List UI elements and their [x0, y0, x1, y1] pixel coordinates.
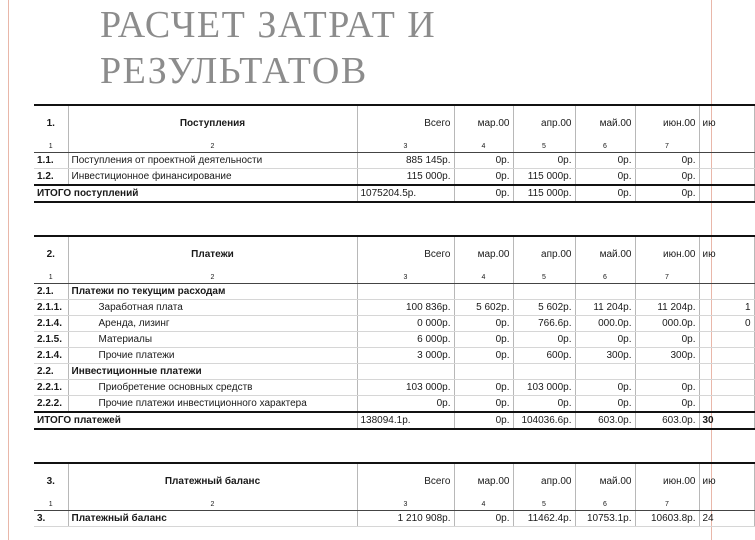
column-index: 1	[34, 500, 68, 511]
row-name: Платежный баланс	[68, 511, 357, 527]
column-index	[699, 273, 754, 284]
cell-total: 3 000р.	[357, 348, 454, 364]
column-index: 6	[575, 142, 635, 153]
cell-month: 0р.	[635, 153, 699, 169]
table-row	[34, 153, 754, 169]
cell-month: 0р.	[454, 396, 513, 413]
cell-month	[575, 284, 635, 300]
row-name: Платежи по текущим расходам	[68, 284, 357, 300]
cell-month: 10603.8р.	[635, 511, 699, 527]
section-spacer	[34, 429, 754, 463]
row-name: Инвестиционные платежи	[68, 364, 357, 380]
cell-total: 0 000р.	[357, 316, 454, 332]
cell-month: 300р.	[635, 348, 699, 364]
cell-month	[699, 364, 754, 380]
table-row	[34, 284, 754, 300]
column-index: 5	[513, 142, 575, 153]
cell-month: 603.0р.	[635, 412, 699, 429]
cell-month	[699, 396, 754, 413]
cell-month: 0р.	[454, 316, 513, 332]
column-index: 5	[513, 500, 575, 511]
cell-month: 0р.	[575, 169, 635, 186]
cell-month: 0р.	[513, 332, 575, 348]
col-total-header: Всего	[357, 236, 454, 273]
section-title: Платежи	[68, 236, 357, 273]
cell-month: 0р.	[454, 169, 513, 186]
cell-month: 104036.6р.	[513, 412, 575, 429]
slide-title	[100, 2, 436, 94]
col-month-header: апр.00	[513, 105, 575, 142]
col-month-header: май.00	[575, 236, 635, 273]
column-index: 7	[635, 500, 699, 511]
row-number: 1.2.	[34, 169, 68, 186]
cell-month	[699, 284, 754, 300]
column-index: 2	[68, 142, 357, 153]
cell-month: 1	[699, 300, 754, 316]
cell-total: 885 145р.	[357, 153, 454, 169]
cell-total	[357, 364, 454, 380]
cell-total: 115 000р.	[357, 169, 454, 186]
col-month-header: мар.00	[454, 463, 513, 500]
row-number: 2.2.	[34, 364, 68, 380]
table-row	[34, 511, 754, 527]
cell-month: 300р.	[575, 348, 635, 364]
col-month-header: мар.00	[454, 236, 513, 273]
cell-month: 0р.	[454, 511, 513, 527]
row-number: 2.1.1.	[34, 300, 68, 316]
cell-month	[575, 364, 635, 380]
cell-total: 103 000р.	[357, 380, 454, 396]
row-name: Аренда, лизинг	[68, 316, 357, 332]
col-month-header: ию	[699, 236, 754, 273]
cell-total: 100 836р.	[357, 300, 454, 316]
cell-month: 000.0р.	[635, 316, 699, 332]
title-line-2: РЕЗУЛЬТАТОВ	[100, 50, 368, 92]
cell-month: 5 602р.	[454, 300, 513, 316]
cell-month	[699, 169, 754, 186]
column-index	[699, 500, 754, 511]
row-number: 1.1.	[34, 153, 68, 169]
column-index: 1	[34, 142, 68, 153]
cell-month: 10753.1р.	[575, 511, 635, 527]
cell-month: 0р.	[635, 380, 699, 396]
col-month-header: июн.00	[635, 236, 699, 273]
section-spacer	[34, 202, 754, 236]
section-title: Поступления	[68, 105, 357, 142]
cell-month: 0р.	[575, 332, 635, 348]
cell-month: 000.0р.	[575, 316, 635, 332]
row-number: 2.2.1.	[34, 380, 68, 396]
column-index: 6	[575, 273, 635, 284]
section-title: Платежный баланс	[68, 463, 357, 500]
table-row	[34, 332, 754, 348]
cell-month: 11 204р.	[635, 300, 699, 316]
table-row	[34, 316, 754, 332]
cell-month: 0р.	[454, 348, 513, 364]
cell-month	[699, 153, 754, 169]
column-index: 7	[635, 142, 699, 153]
row-number: 3.	[34, 511, 68, 527]
row-name: Прочие платежи	[68, 348, 357, 364]
column-index-row	[34, 500, 754, 511]
cell-month	[635, 284, 699, 300]
section-number: 1.	[34, 105, 68, 142]
col-month-header: мар.00	[454, 105, 513, 142]
col-month-header: ию	[699, 105, 754, 142]
cell-month: 0р.	[454, 332, 513, 348]
cell-month: 0р.	[454, 153, 513, 169]
column-index: 1	[34, 273, 68, 284]
column-index: 6	[575, 500, 635, 511]
receipts-header	[34, 105, 754, 142]
column-index: 4	[454, 142, 513, 153]
cell-month: 603.0р.	[575, 412, 635, 429]
cell-month: 0	[699, 316, 754, 332]
col-total-header: Всего	[357, 463, 454, 500]
cell-month: 0р.	[635, 396, 699, 413]
cell-month: 24	[699, 511, 754, 527]
section-number: 2.	[34, 236, 68, 273]
payments-header	[34, 236, 754, 273]
cashflow-table	[34, 104, 755, 527]
cell-month: 0р.	[454, 412, 513, 429]
spreadsheet	[34, 104, 751, 530]
cell-total: 138094.1р.	[357, 412, 454, 429]
col-month-header: май.00	[575, 105, 635, 142]
col-month-header: июн.00	[635, 105, 699, 142]
col-month-header: май.00	[575, 463, 635, 500]
column-index: 7	[635, 273, 699, 284]
table-row	[34, 169, 754, 186]
column-index: 3	[357, 273, 454, 284]
cell-month	[635, 364, 699, 380]
table-row	[34, 380, 754, 396]
column-index-row	[34, 273, 754, 284]
cell-month: 115 000р.	[513, 185, 575, 202]
column-index: 2	[68, 500, 357, 511]
title-line-1: РАСЧЕТ ЗАТРАТ И	[100, 4, 437, 46]
cell-total	[357, 284, 454, 300]
payments-total-row	[34, 412, 754, 429]
row-number: 2.1.4.	[34, 316, 68, 332]
cell-month: 0р.	[635, 185, 699, 202]
cell-month	[699, 348, 754, 364]
cell-total: 1 210 908р.	[357, 511, 454, 527]
column-index	[699, 142, 754, 153]
cell-month	[513, 284, 575, 300]
row-name: Материалы	[68, 332, 357, 348]
row-number: 2.2.2.	[34, 396, 68, 413]
cell-month: 766.6р.	[513, 316, 575, 332]
col-total-header: Всего	[357, 105, 454, 142]
row-name: Приобретение основных средств	[68, 380, 357, 396]
cell-month: 5 602р.	[513, 300, 575, 316]
cell-month	[699, 380, 754, 396]
cell-month	[513, 364, 575, 380]
cell-month	[454, 364, 513, 380]
cell-month	[699, 185, 754, 202]
column-index-row	[34, 142, 754, 153]
cell-month	[454, 284, 513, 300]
total-label: ИТОГО платежей	[34, 412, 357, 429]
table-row	[34, 300, 754, 316]
column-index: 2	[68, 273, 357, 284]
col-month-header: апр.00	[513, 236, 575, 273]
cell-month: 0р.	[635, 169, 699, 186]
cell-month: 0р.	[575, 380, 635, 396]
cell-total: 6 000р.	[357, 332, 454, 348]
cell-month: 0р.	[454, 185, 513, 202]
left-edge-line	[8, 0, 9, 540]
cell-month: 0р.	[575, 396, 635, 413]
col-month-header: апр.00	[513, 463, 575, 500]
col-month-header: ию	[699, 463, 754, 500]
cell-month: 0р.	[635, 332, 699, 348]
row-number: 2.1.	[34, 284, 68, 300]
cell-month	[699, 332, 754, 348]
section-number: 3.	[34, 463, 68, 500]
column-index: 5	[513, 273, 575, 284]
row-name: Инвестиционное финансирование	[68, 169, 357, 186]
cell-total: 1075204.5р.	[357, 185, 454, 202]
cell-month: 11462.4р.	[513, 511, 575, 527]
cell-month: 0р.	[513, 153, 575, 169]
col-month-header: июн.00	[635, 463, 699, 500]
receipts-total-row	[34, 185, 754, 202]
cell-month: 11 204р.	[575, 300, 635, 316]
cell-month: 115 000р.	[513, 169, 575, 186]
row-name: Прочие платежи инвестиционного характера	[68, 396, 357, 413]
row-number: 2.1.5.	[34, 332, 68, 348]
column-index: 4	[454, 273, 513, 284]
row-name: Поступления от проектной деятельности	[68, 153, 357, 169]
column-index: 3	[357, 142, 454, 153]
table-row	[34, 364, 754, 380]
cell-month: 0р.	[513, 396, 575, 413]
balance-header	[34, 463, 754, 500]
cell-month: 30	[699, 412, 754, 429]
column-index: 3	[357, 500, 454, 511]
cell-total: 0р.	[357, 396, 454, 413]
row-number: 2.1.4.	[34, 348, 68, 364]
column-index: 4	[454, 500, 513, 511]
cell-month: 0р.	[575, 153, 635, 169]
table-row	[34, 396, 754, 413]
cell-month: 0р.	[454, 380, 513, 396]
table-row	[34, 348, 754, 364]
cell-month: 103 000р.	[513, 380, 575, 396]
cell-month: 600р.	[513, 348, 575, 364]
cell-month: 0р.	[575, 185, 635, 202]
total-label: ИТОГО поступлений	[34, 185, 357, 202]
row-name: Заработная плата	[68, 300, 357, 316]
